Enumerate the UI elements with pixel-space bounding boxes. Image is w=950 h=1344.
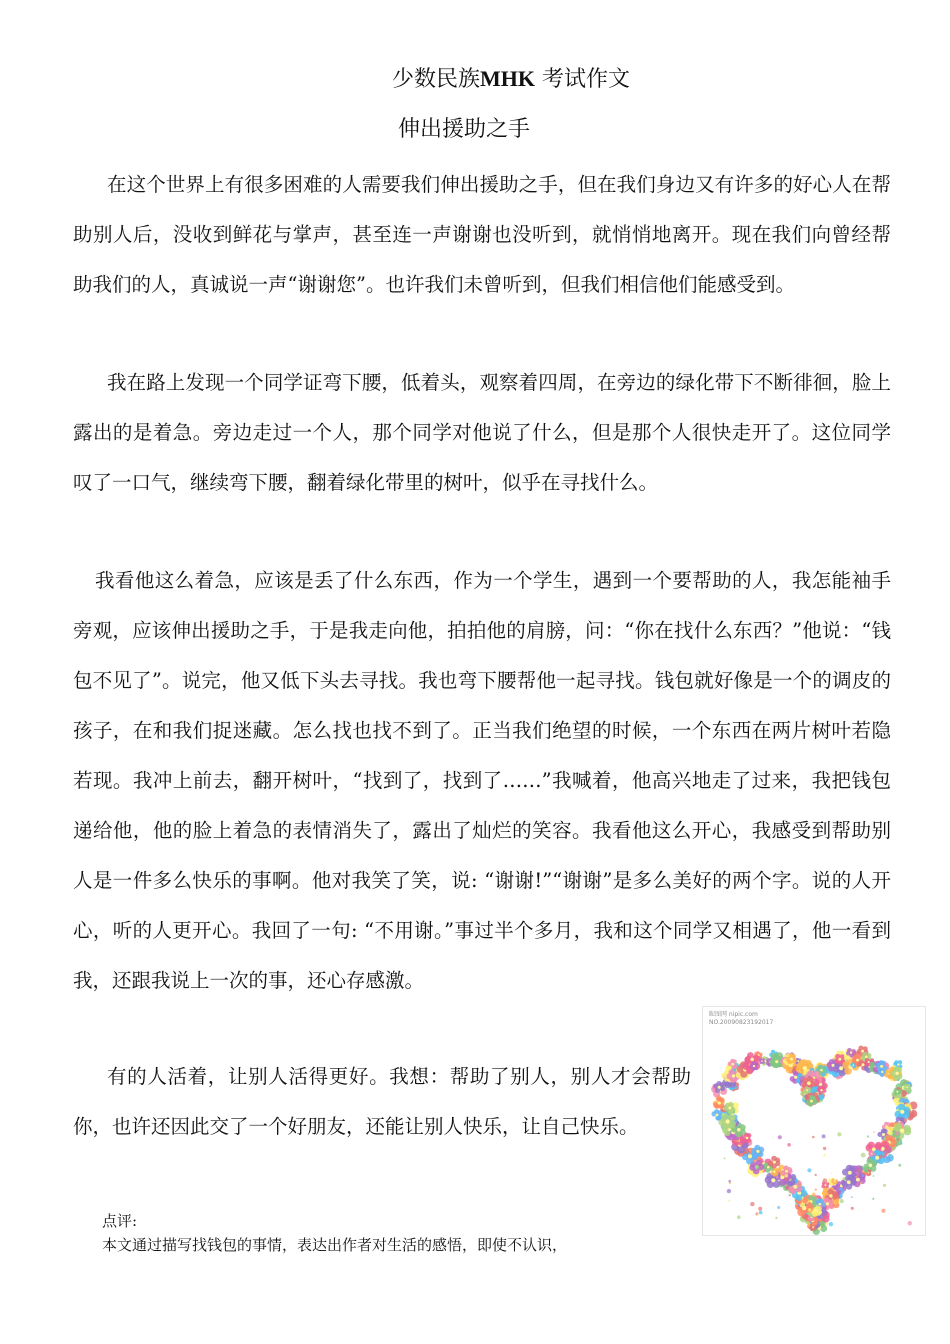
sparkle-dot	[812, 1136, 815, 1139]
sparkle-dot	[727, 1189, 731, 1193]
sparkle-dot	[758, 1207, 762, 1211]
heart-image	[702, 1006, 926, 1236]
sparkle-dot	[840, 1199, 844, 1203]
sparkle-dot	[881, 1209, 885, 1213]
comment-text: 本文通过描写找钱包的事情，表达出作者对生活的感悟，即使不认识，	[102, 1236, 568, 1254]
sparkle-dot	[897, 1138, 900, 1141]
sparkle-dot	[815, 1174, 817, 1176]
paragraph-1: 在这个世界上有很多困难的人需要我们伸出援助之手，但在我们身边又有许多的好心人在帮助别人后，没收到鲜花与掌声，甚至连一声谢谢也没听到，就悄悄地离开。现在我们向曾经帮助我们的人，真诚说一声“谢谢您”。也许我们未曾听到，但我们相信他们能感受到。	[73, 173, 891, 296]
sparkle-dot	[755, 1212, 758, 1215]
sparkle-dot	[895, 1131, 899, 1135]
sparkle-dot	[815, 1189, 817, 1191]
sparkle-dot	[891, 1142, 893, 1144]
flower-petal-cluster	[713, 1096, 724, 1109]
sparkle-dot	[737, 1215, 741, 1219]
sparkle-dot	[829, 1222, 833, 1226]
sparkle-dot	[855, 1176, 857, 1178]
sparkle-dot	[862, 1175, 864, 1177]
sparkle-dot	[883, 1184, 886, 1187]
sparkle-dot	[823, 1147, 826, 1150]
sparkle-dot	[872, 1198, 874, 1200]
sparkle-dot	[873, 1131, 875, 1133]
sparkle-dot	[728, 1180, 731, 1183]
sparkle-dot	[724, 1157, 726, 1159]
title-prefix: 少数民族	[392, 67, 481, 92]
watermark-line-2: NO.20090823192017	[709, 1019, 774, 1026]
sparkle-dot	[908, 1221, 912, 1225]
sparkle-dot	[837, 1132, 841, 1136]
flower-heart-icon	[703, 1007, 925, 1235]
sparkle-dot	[898, 1164, 901, 1167]
sparkle-dot	[822, 1134, 826, 1138]
sparkle-dot	[879, 1155, 883, 1159]
sparkle-dot	[823, 1154, 826, 1157]
sparkle-dot	[823, 1178, 828, 1183]
sparkle-dot	[851, 1196, 853, 1198]
sparkle-dot	[785, 1174, 789, 1178]
sparkle-dot	[775, 1217, 777, 1219]
sparkle-dot	[759, 1211, 763, 1215]
sparkle-dot	[820, 1205, 823, 1208]
sparkle-dot	[851, 1207, 854, 1210]
essay-title: 伸出援助之手	[398, 117, 531, 142]
sparkle-dot	[873, 1175, 875, 1177]
sparkle-dot	[787, 1143, 791, 1147]
sparkle-dot	[750, 1202, 754, 1206]
sparkle-dot	[785, 1185, 789, 1189]
sparkle-dot	[831, 1173, 833, 1175]
sparkle-dot	[799, 1183, 802, 1186]
sparkle-dot	[729, 1182, 731, 1184]
title-suffix: 考试作文	[535, 67, 631, 92]
sparkle-dot	[812, 1193, 816, 1197]
sparkle-dot	[728, 1200, 730, 1202]
sparkle-dot	[784, 1177, 787, 1180]
sparkle-dot	[884, 1151, 886, 1153]
sparkle-dot	[755, 1165, 759, 1169]
image-watermark	[709, 1011, 773, 1027]
flower-petal-cluster	[711, 1109, 722, 1121]
document-title	[392, 62, 630, 93]
comment-label: 点评:	[102, 1212, 138, 1230]
sparkle-dot	[789, 1194, 791, 1196]
sparkle-dot	[777, 1206, 780, 1209]
sparkle-dot	[861, 1153, 866, 1158]
sparkle-dot	[776, 1176, 779, 1179]
sparkle-dot	[808, 1208, 812, 1212]
paragraph-2: 我在路上发现一个同学证弯下腰，低着头，观察着四周，在旁边的绿化带下不断徘徊，脸上露出的是着急。旁边走过一个人，那个同学对他说了什么，但是那个人很快走开了。这位同学叹了一口气，继续弯下腰，翻着绿化带里的树叶，似乎在寻找什么。	[73, 371, 891, 494]
paragraph-3: 我看他这么着急，应该是丢了什么东西，作为一个学生，遇到一个要帮助的人，我怎能袖手旁观，应该伸出援助之手，于是我走向他，拍拍他的肩膀，问：“你在找什么东西？”他说：“钱包不见了”。说完，他又低下头去寻找。我也弯下腰帮他一起寻找。钱包就好像是一个的调皮的孩子，在和我们捉迷藏。怎么找也找不到了。正当我们绝望的时候，一个东西在两片树叶若隐若现。我冲上前去，翻开树叶，“找到了，找到了……”我喊着，他高兴地走了过来，我把钱包递给他，他的脸上着急的表情消失了，露出了灿烂的笑容。我看他这么开心，我感受到帮助别人是一件多么快乐的事啊。他对我笑了笑，说: “谢谢!”“谢谢”是多么美好的两个字。说的人开心，听的人更开心。我回了一句: “不用谢。”事过半个多月，我和这个同学又相遇了，他一看到我，还跟我说上一次的事，还心存感激。	[73, 569, 891, 992]
sparkle-dot	[807, 1168, 811, 1172]
sparkle-dot	[868, 1149, 870, 1151]
sparkle-dot	[900, 1143, 902, 1145]
sparkle-dot	[860, 1182, 862, 1184]
sparkle-dot	[858, 1169, 860, 1171]
sparkle-dot	[825, 1222, 828, 1225]
flower-petal-cluster	[759, 1058, 765, 1064]
sparkle-dot	[832, 1204, 834, 1206]
watermark-line-1: 昵图网 nipic.com	[709, 1011, 758, 1018]
title-bold: MHK	[480, 66, 536, 91]
paragraph-4: 有的人活着，让别人活得更好。我想：帮助了别人，别人才会帮助你，也许还因此交了一个好朋友，还能让别人快乐，让自己快乐。	[73, 1065, 691, 1138]
sparkle-dot	[867, 1135, 869, 1137]
sparkle-dot	[778, 1135, 782, 1139]
